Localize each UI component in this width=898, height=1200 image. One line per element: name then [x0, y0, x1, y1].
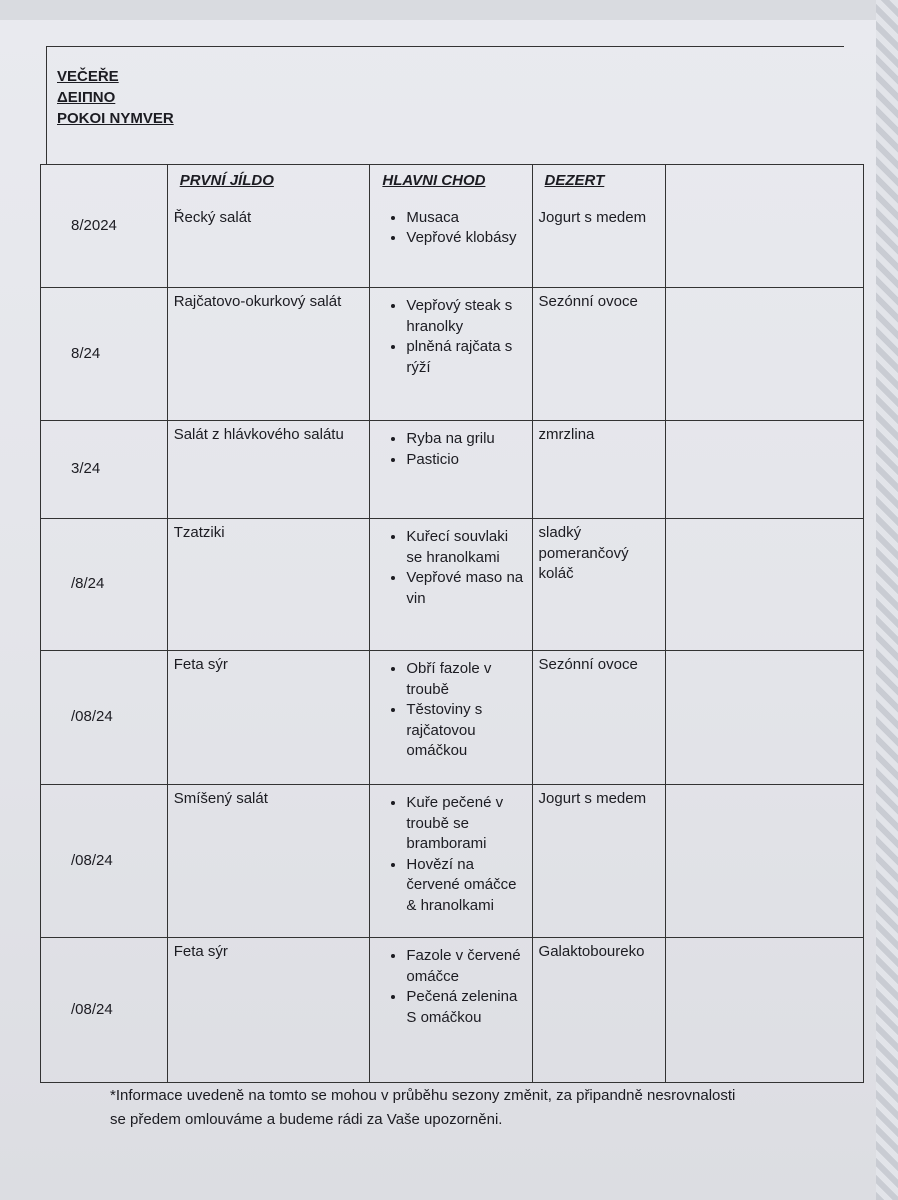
main-course-cell [370, 165, 532, 288]
background-edge [876, 0, 898, 1200]
dessert-cell [532, 938, 666, 1083]
date-cell: /08/24 [41, 938, 168, 1083]
header-main: HLAVNI CHOD [382, 172, 486, 189]
date-cell: 3/24 [41, 421, 168, 519]
main-dish: • Obří fazole v troubě [406, 659, 525, 700]
menu-row [41, 288, 864, 421]
main-dish: • Ryba na grilu [406, 429, 525, 450]
date-cell: 8/24 [41, 288, 168, 421]
footnote: *Informace uvedeně na tomto se mohou v průběhu sezony změnit, za připandně nesrovnalosti se předem omlouváme a budeme rádi za Vaše upozorněni. [110, 1087, 736, 1128]
first-course-cell [167, 165, 370, 288]
menu-row [41, 785, 864, 938]
first-course: Feta sýr [173, 943, 228, 960]
menu-row [41, 519, 864, 651]
date-cell: 8/2024 [41, 165, 168, 288]
main-dish: • plněná rajčata s rýží [406, 337, 525, 378]
main-course-list [376, 659, 525, 762]
date-cell: /08/24 [41, 785, 168, 938]
date-cell: /8/24 [41, 519, 168, 651]
main-dish: • Vepřové klobásy [406, 228, 525, 249]
empty-cell [666, 421, 864, 519]
menu-row [41, 651, 864, 785]
first-course-cell [167, 785, 370, 938]
first-course-cell [167, 288, 370, 421]
first-course-cell [167, 421, 370, 519]
first-course-cell [167, 938, 370, 1083]
main-course-cell [370, 519, 532, 651]
dessert: Jogurt s medem [538, 790, 647, 807]
first-course-cell [167, 519, 370, 651]
menu-row [41, 938, 864, 1083]
dessert-cell [532, 421, 666, 519]
main-course-list [376, 429, 525, 470]
title-czech: VEČEŘE [57, 68, 119, 85]
header-dessert: DEZERT [544, 172, 605, 189]
main-dish: • Vepřové maso na vin [406, 568, 525, 609]
dessert-cell [532, 519, 666, 651]
first-course: Řecký salát [173, 208, 252, 226]
dessert: Jogurt s medem [538, 208, 647, 226]
empty-cell [666, 651, 864, 785]
title-greek: ΔΕΙΠΝΟ [57, 89, 116, 106]
title-hotel: POKOI NYMVER [57, 110, 174, 127]
dessert-cell [532, 165, 666, 288]
main-dish: • Pasticio [406, 450, 525, 471]
dessert: zmrzlina [538, 426, 595, 443]
main-course-list [376, 527, 525, 609]
empty-cell [666, 938, 864, 1083]
date-cell: /08/24 [41, 651, 168, 785]
dessert-cell [532, 288, 666, 421]
main-dish: • Hovězí na červené omáčce & hranolkami [406, 855, 525, 917]
empty-cell [666, 165, 864, 288]
main-course-cell [370, 785, 532, 938]
empty-cell [666, 519, 864, 651]
menu-row [41, 421, 864, 519]
main-dish: • Musaca [406, 208, 525, 229]
first-course: Rajčatovo-okurkový salát [173, 293, 342, 310]
header-first: PRVNÍ JÍLDO [179, 172, 274, 189]
main-dish: • Fazole v červené omáčce [406, 946, 525, 987]
main-dish: • Pečená zelenina S omáčkou [406, 987, 525, 1028]
main-course-list [376, 296, 525, 378]
dessert: Sezónní ovoce [538, 293, 638, 310]
dessert-cell [532, 651, 666, 785]
dessert: Sezónní ovoce [538, 656, 638, 673]
main-dish: • Vepřový steak s hranolky [406, 296, 525, 337]
main-course-cell [370, 421, 532, 519]
dessert-cell [532, 785, 666, 938]
first-course: Salát z hlávkového salátu [173, 426, 344, 443]
menu-row [41, 165, 864, 288]
first-course-cell [167, 651, 370, 785]
main-dish: • Kuře pečené v troubě se bramborami [406, 793, 525, 855]
main-course-cell [370, 651, 532, 785]
main-dish: • Těstoviny s rajčatovou omáčkou [406, 700, 525, 762]
dessert: sladký pomerančový koláč [538, 524, 629, 582]
main-course-cell [370, 288, 532, 421]
empty-cell [666, 785, 864, 938]
main-course-cell [370, 938, 532, 1083]
dessert: Galaktoboureko [538, 943, 645, 960]
menu-table [40, 164, 864, 1083]
main-course-list [376, 208, 525, 249]
main-dish: • Kuřecí souvlaki se hranolkami [406, 527, 525, 568]
first-course: Smíšený salát [173, 790, 268, 807]
main-course-list [376, 793, 525, 916]
main-course-list [376, 946, 525, 1028]
first-course: Tzatziki [173, 524, 225, 541]
first-course: Feta sýr [173, 656, 228, 673]
menu-titles [57, 66, 174, 129]
empty-cell [666, 288, 864, 421]
